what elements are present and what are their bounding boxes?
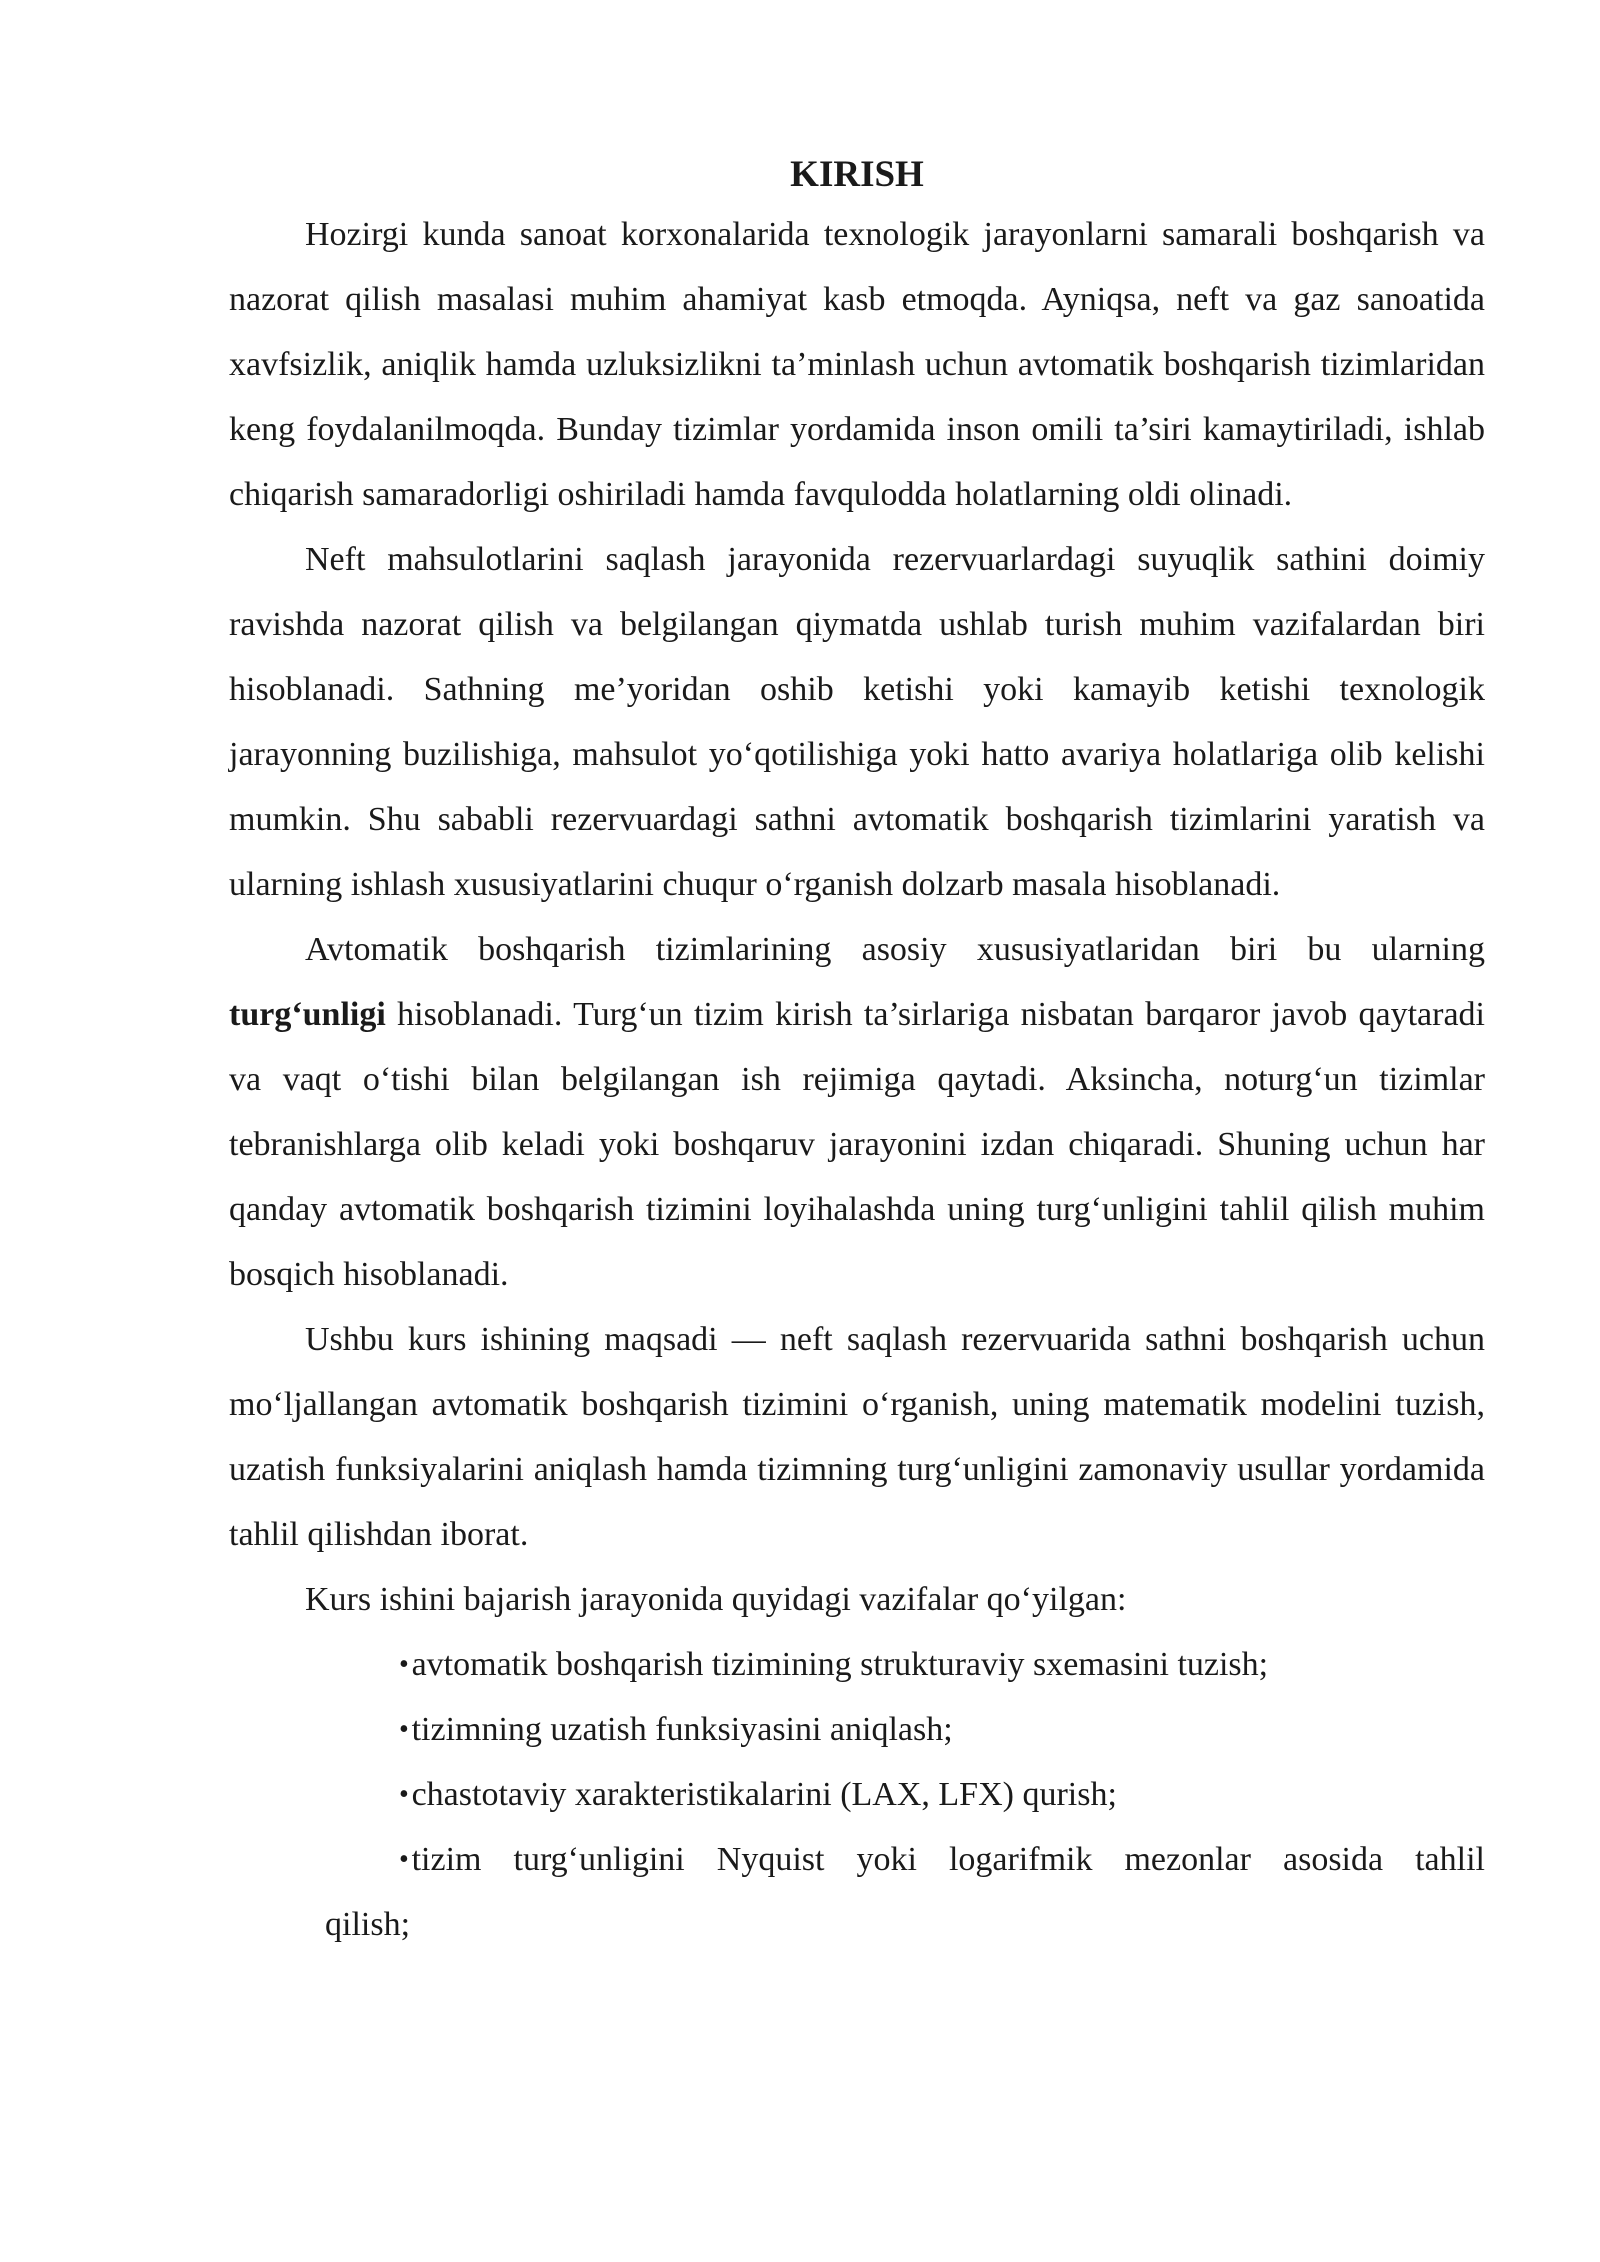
- stability-text-before: Avtomatik boshqarish tizimlarining asosiy xususiyatlaridan biri bu ularning: [305, 931, 1485, 968]
- bullet-icon: •: [399, 1779, 409, 1810]
- bullet-icon: •: [399, 1649, 409, 1680]
- intro-paragraph-1: Hozirgi kunda sanoat korxonalarida texnologik jarayonlarni samarali boshqarish va nazorat qilish masalasi muhim ahamiyat kasb etmoqda. Ayniqsa, neft va gaz sanoatida xavfsizlik, aniqlik hamda uzluksizlikni ta’minlash uchun avtomatik boshqarish tizimlaridan keng foydalanilmoqda. Bunday tizimlar yordamida inson omili ta’siri kamaytiriladi, ishlab chiqarish samaradorligi oshiriladi hamda favqulodda holatlarning oldi olinadi.: [229, 216, 1485, 513]
- page-title: KIRISH: [790, 154, 924, 195]
- list-item: [229, 1697, 1485, 1762]
- list-item: [229, 1762, 1485, 1827]
- task-text-continuation: qilish;: [325, 1906, 411, 1943]
- task-text: tizim turg‘unligini Nyquist yoki logarifmik mezonlar asosida tahlil: [411, 1841, 1485, 1878]
- task-text: chastotaviy xarakteristikalarini (LAX, LFX) qurish;: [411, 1776, 1117, 1813]
- stability-text-after: hisoblanadi. Turg‘un tizim kirish ta’sirlariga nisbatan barqaror javob qaytaradi va vaqt o‘tishi bilan belgilangan ish rejimiga qaytadi. Aksincha, noturg‘un tizimlar tebranishlarga olib keladi yoki boshqaruv jarayonini izdan chiqaradi. Shuning uchun har qanday avtomatik boshqarish tizimini loyihalashda uning turg‘unligini tahlil qilish muhim bosqich hisoblanadi.: [229, 996, 1485, 1293]
- list-item: [229, 1632, 1485, 1697]
- tasks-list: [229, 1632, 1485, 1957]
- task-text: avtomatik boshqarish tizimining strukturaviy sxemasini tuzish;: [411, 1646, 1269, 1683]
- document-page: [229, 148, 1485, 1957]
- task-text: tizimning uzatish funksiyasini aniqlash;: [411, 1711, 953, 1748]
- stability-paragraph: [229, 917, 1485, 1307]
- intro-paragraph-2: Neft mahsulotlarini saqlash jarayonida rezervuarlardagi suyuqlik sathini doimiy ravishda nazorat qilish va belgilangan qiymatda ushlab turish muhim vazifalardan biri hisoblanadi. Sathning me’yoridan oshib ketishi yoki kamayib ketishi texnologik jarayonning buzilishiga, mahsulot yo‘qotilishiga yoki hatto avariya holatlariga olib kelishi mumkin. Shu sababli rezervuardagi sathni avtomatik boshqarish tizimlarini yaratish va ularning ishlash xususiyatlarini chuqur o‘rganish dolzarb masala hisoblanadi.: [229, 541, 1485, 903]
- list-item: [229, 1827, 1485, 1892]
- bullet-icon: •: [399, 1714, 409, 1745]
- aim-paragraph: Ushbu kurs ishining maqsadi — neft saqlash rezervuarida sathni boshqarish uchun mo‘ljallangan avtomatik boshqarish tizimini o‘rganish, uning matematik modelini tuzish, uzatish funksiyalarini aniqlash hamda tizimning turg‘unligini zamonaviy usullar yordamida tahlil qilishdan iborat.: [229, 1321, 1485, 1553]
- list-item-continuation: [229, 1892, 1485, 1957]
- bullet-icon: •: [399, 1844, 409, 1875]
- stability-bold-term: turg‘unligi: [229, 996, 386, 1033]
- tasks-intro: Kurs ishini bajarish jarayonida quyidagi vazifalar qo‘yilgan:: [305, 1581, 1127, 1618]
